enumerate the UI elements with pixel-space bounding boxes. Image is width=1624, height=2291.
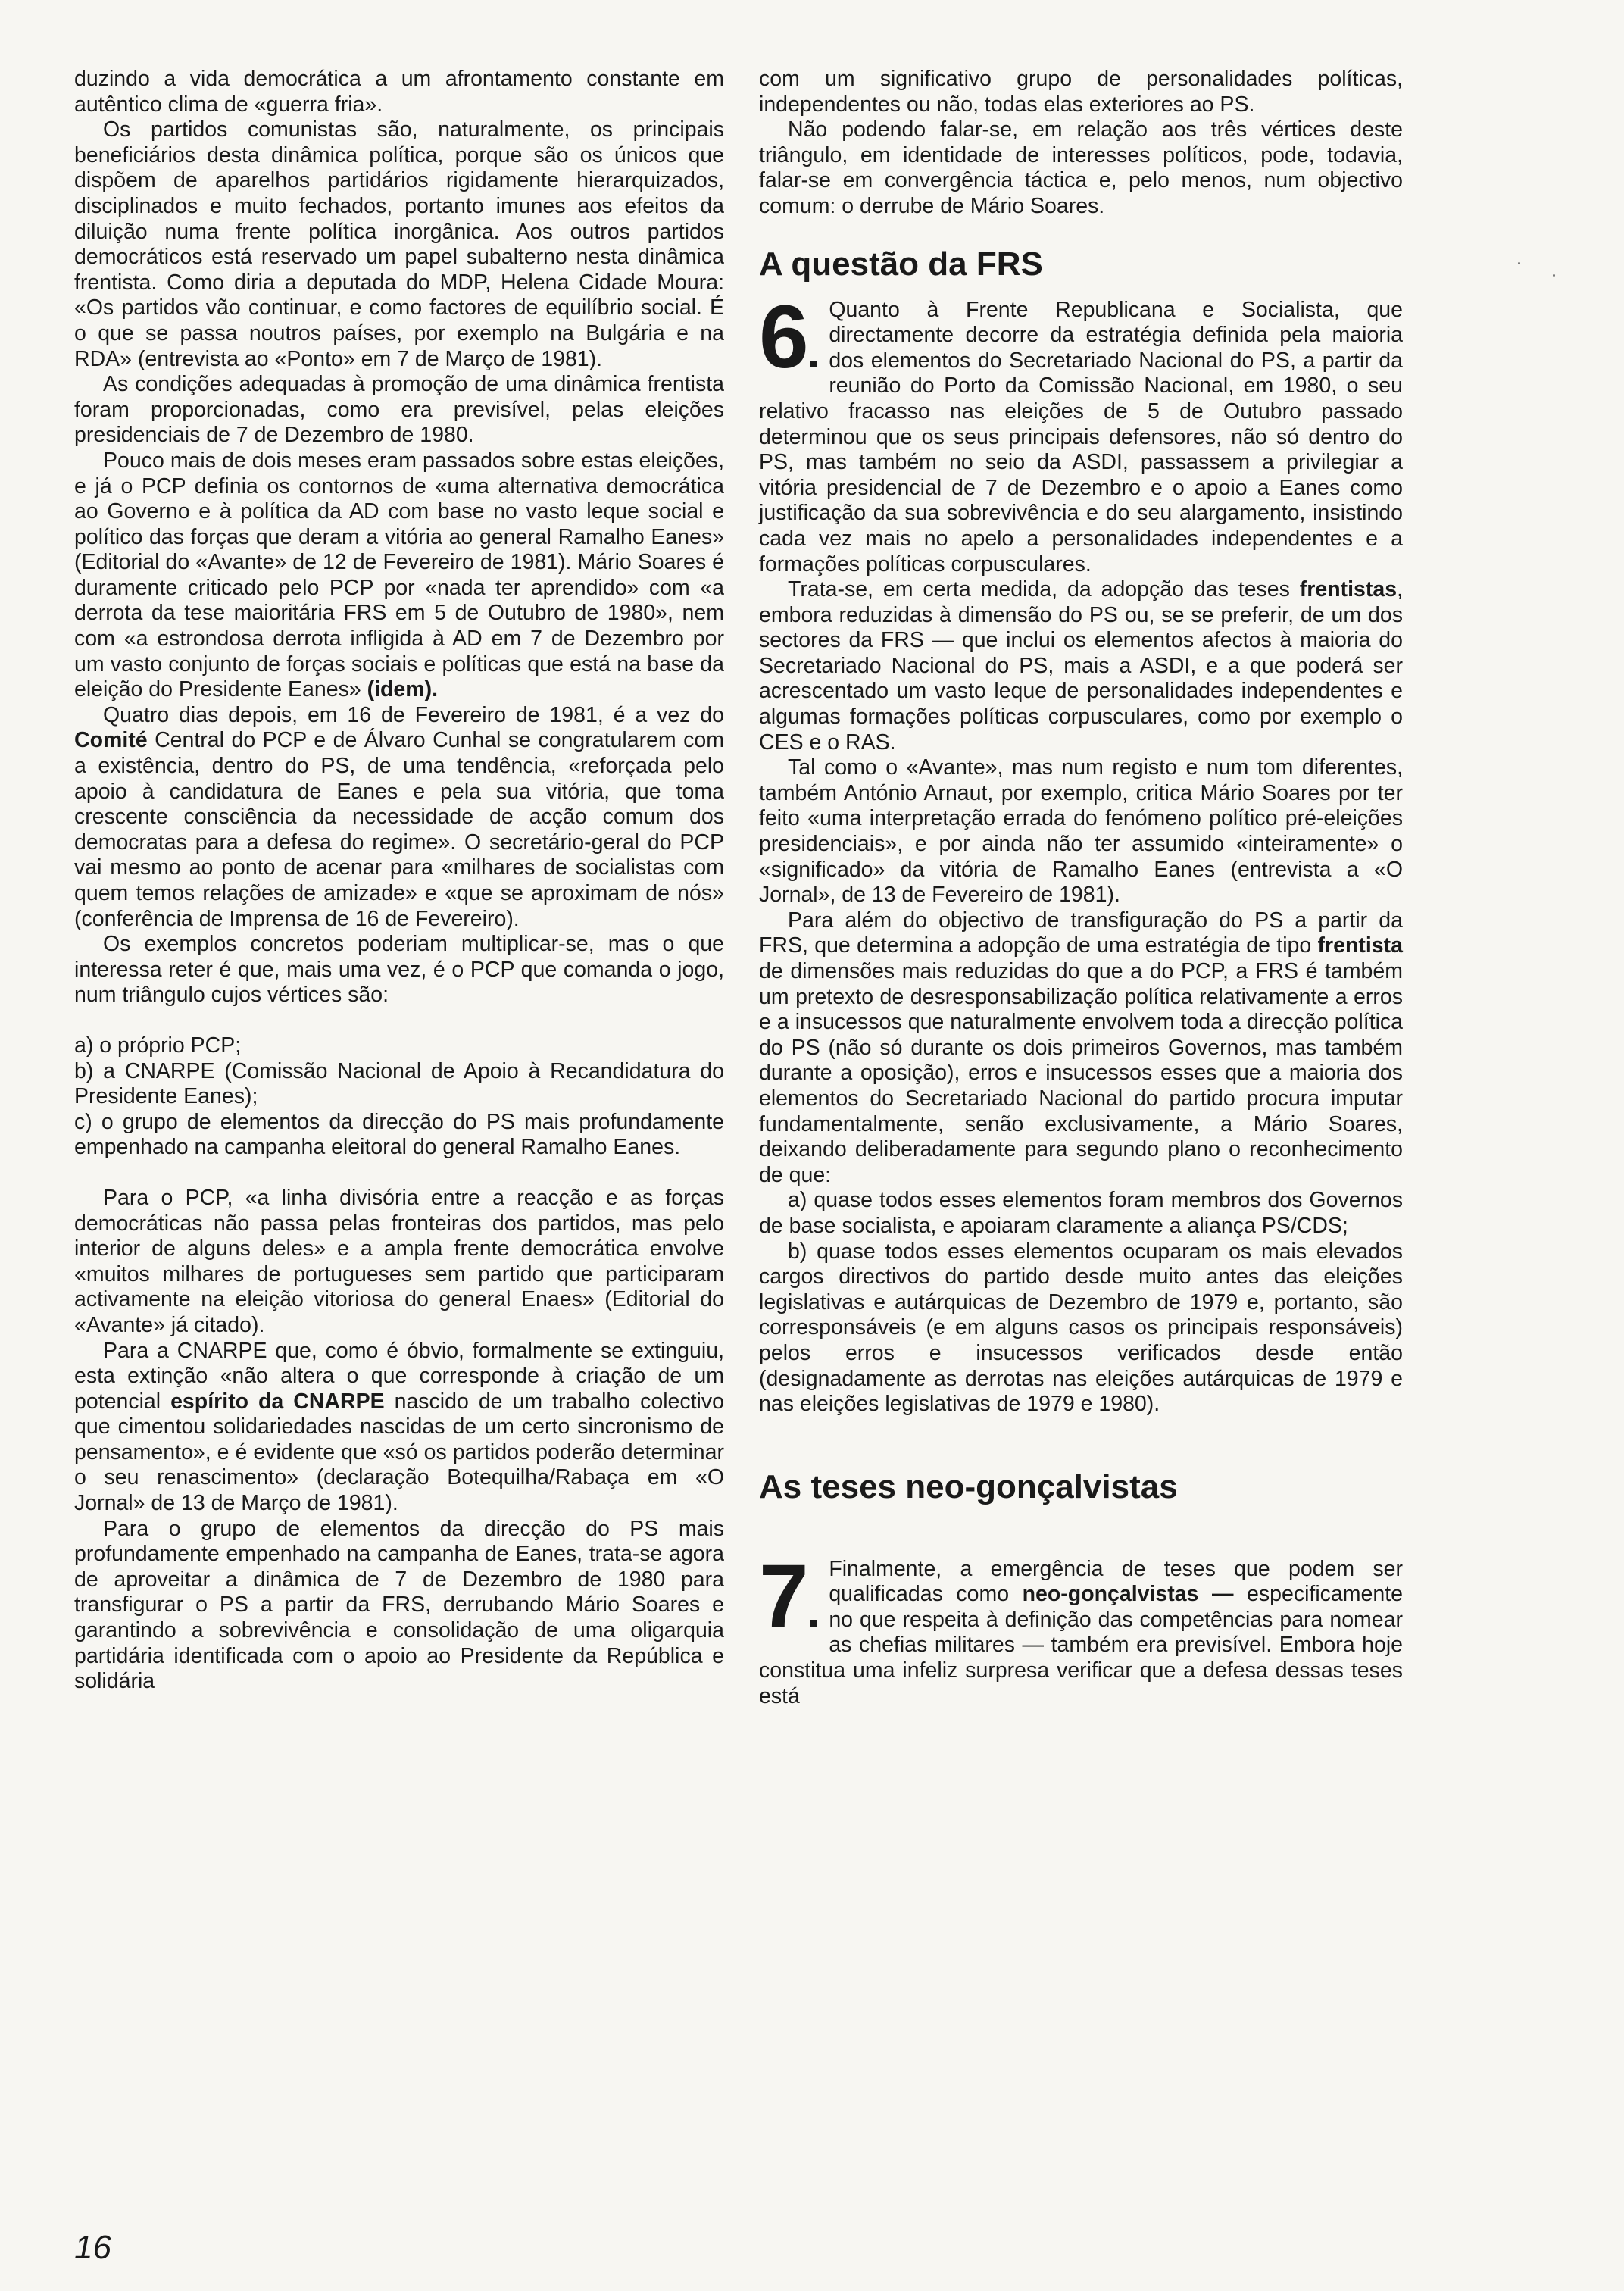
bold-text: frentistas [1299, 577, 1398, 602]
bold-text: frentista [1317, 933, 1403, 958]
paragraph: Tal como o «Avante», mas num registo e num tom diferentes, também António Arnaut, por exemplo, critica Mário Soares por ter feito «uma interpretação errada do fenómeno político pré-eleições presidenciais», e por ainda não ter assumido «inteiramente» o «significado» da vitória de Ramalho Eanes (entrevista a «O Jornal», de 13 de Fevereiro de 1981). [759, 755, 1403, 908]
text-run: Para a CNARPE que, como é óbvio, formalmente se extinguiu, esta extinção «não altera o que corresponde à criação de um potencial [74, 1338, 724, 1414]
list-item: a) quase todos esses elementos foram membros dos Governos de base socialista, e apoiaram claramente a aliança PS/CDS; [759, 1188, 1403, 1238]
list-item: c) o grupo de elementos da direcção do PS mais profundamente empenhado na campanha eleitoral do general Ramalho Eanes. [74, 1109, 724, 1160]
paragraph [74, 449, 724, 703]
list-item: b) quase todos esses elementos ocuparam os mais elevados cargos directivos do partido desde muito antes das eleições legislativas e autárquicas de Dezembro de 1979 e, portanto, são corresponsáveis (e em alguns casos os principais responsáveis) pelos erros e insucessos verificados desde então (designadamente as derrotas nas eleições autárquicas de 1979 e nas eleições legislativas de 1979 e 1980). [759, 1239, 1403, 1417]
text-run: especificamente no que respeita à definição das competências para nomear as chefias militares — também era previsível. Embora hoje constitua uma infeliz surpresa verificar que a defesa dessas teses está [759, 1582, 1403, 1708]
section-number-digit: 7 [759, 1546, 807, 1646]
page-number: 16 [74, 2229, 111, 2266]
section-number-digit: 6 [759, 286, 807, 387]
bold-text: (idem). [367, 677, 439, 702]
bold-text: espírito da CNARPE [170, 1389, 385, 1414]
text-run: Finalmente, a emergência de teses que podem ser qualificadas como [829, 1556, 1403, 1607]
paragraph [759, 1546, 1403, 1710]
section-number [759, 1546, 819, 1649]
text-run: , embora reduzidas à dimensão do PS ou, se se preferir, de um dos sectores da FRS — que inclui os elementos afectos à maioria do Secretariado Nacional do PS, mais a ASDI, e a que poderá ser acrescentado um vasto leque de personalidades independentes e algumas formações políticas corpusculares, como por exemplo o CES e o RAS. [759, 577, 1403, 755]
text-run: Pouco mais de dois meses eram passados sobre estas eleições, e já o PCP definia os contornos de «uma alternativa democrática ao Governo e à política da AD com base no vasto leque social e político das forças que deram a vitória ao general Ramalho Eanes» (Editorial do «Avante» de 12 de Fevereiro de 1981). Mário Soares é duramente criticado pelo PCP por «nada ter aprendido» com «a derrota da tese maioritária FRS em 5 de Outubro de 1980», nem com «a estrondosa derrota infligida à AD em 7 de Dezembro por um vasto conjunto de forças sociais e políticas que está na base da eleição do Presidente Eanes» [74, 448, 724, 702]
paragraph: Os partidos comunistas são, naturalmente, os principais beneficiários desta dinâmica política, porque são os únicos que dispõem de aparelhos partidários rigidamente hierarquizados, disciplinados e muito fechados, portanto imunes aos efeitos da diluição numa frente política inorgânica. Aos outros partidos democráticos está reservado um papel subalterno nesta dinâmica frentista. Como diria a deputada do MDP, Helena Cidade Moura: «Os partidos vão continuar, e como factores de equilíbrio social. É o que se passa noutros países, por exemplo na Bulgária e na RDA» (entrevista ao «Ponto» em 7 de Março de 1981). [74, 117, 724, 371]
paragraph: Para o grupo de elementos da direcção do PS mais profundamente empenhado na campanha de Eanes, trata-se agora de aproveitar a dinâmica de 7 de Dezembro de 1980 para transfigurar o PS a partir da FRS, derrubando Mário Soares e garantindo a sobrevivência e consolidação de uma oligarquia partidária identificada com o apoio ao Presidente da República e solidária [74, 1516, 724, 1694]
paragraph: As condições adequadas à promoção de uma dinâmica frentista foram proporcionadas, como era previsível, pelas eleições presidenciais de 7 de Dezembro de 1980. [74, 372, 724, 448]
paragraph: Os exemplos concretos poderiam multiplicar-se, mas o que interessa reter é que, mais uma vez, é o PCP que comanda o jogo, num triângulo cujos vértices são: [74, 932, 724, 1008]
section-number-dot: . [807, 1585, 819, 1636]
print-speck [1553, 274, 1555, 277]
list-item: a) o próprio PCP; [74, 1033, 242, 1058]
print-speck [1518, 262, 1520, 264]
list-item: b) a CNARPE (Comissão Nacional de Apoio à Recandidatura do Presidente Eanes); [74, 1058, 724, 1109]
section-heading: A questão da FRS [759, 245, 1043, 283]
text-run: Para além do objectivo de transfiguração do PS a partir da FRS, que determina a adopção de uma estratégia de tipo [759, 908, 1403, 958]
paragraph [74, 703, 724, 932]
bold-text: Comité [74, 728, 148, 753]
text-run: Central do PCP e de Álvaro Cunhal se congratularem com a existência, dentro do PS, de uma tendência, «reforçada pelo apoio à candidatura de Eanes e pela sua vitória, que toma crescente consciência da necessidade de acção comum dos democratas para a defesa do regime». O secretário-geral do PCP vai mesmo ao ponto de acenar para «milhares de socialistas com quem temos relações de amizade» e «que se aproximam de nós» (conferência de Imprensa de 16 de Fevereiro). [74, 728, 724, 931]
paragraph: Não podendo falar-se, em relação aos três vértices deste triângulo, em identidade de interesses políticos, pode, todavia, falar-se em convergência táctica e, pelo menos, num objectivo comum: o derrube de Mário Soares. [759, 117, 1403, 218]
section-number-dot: . [807, 326, 819, 377]
text-run: Quanto à Frente Republicana e Socialista, que directamente decorre da estratégia definida pela maioria dos elementos do Secretariado Nacional do PS, a partir da reunião do Porto da Comissão Nacional, em 1980, o seu relativo fracasso nas eleições de 5 de Outubro passado determinou que os seus principais defensores, não só dentro do PS, mas também no seio da ASDI, passassem a privilegiar a vitória presidencial de 7 de Dezembro e o apoio a Eanes como justificação da sua sobrevivência e do seu alargamento, insistindo cada vez mais no apelo a personalidades independentes e a formações políticas corpusculares. [759, 297, 1403, 577]
text-run: Trata-se, em certa medida, da adopção das teses [788, 577, 1300, 602]
paragraph: duzindo a vida democrática a um afrontamento constante em autêntico clima de «guerra fria». [74, 67, 724, 117]
bold-text: neo-gonçalvistas — [1022, 1582, 1234, 1607]
left-column [74, 67, 724, 1695]
right-column [759, 67, 1403, 1709]
paragraph [74, 1339, 724, 1517]
section-heading: As teses neo-gonçalvistas [759, 1467, 1178, 1505]
section-number [759, 286, 819, 390]
text-run: Quatro dias depois, em 16 de Fevereiro de 1981, é a vez do [103, 702, 724, 727]
paragraph: com um significativo grupo de personalidades políticas, independentes ou não, todas elas exteriores ao PS. [759, 67, 1403, 117]
paragraph [759, 286, 1403, 578]
paragraph: Para o PCP, «a linha divisória entre a reacção e as forças democráticas não passa pelas fronteiras dos partidos, mas pelo interior de alguns deles» e a ampla frente democrática envolve «muitos milhares de portugueses sem partido que participaram activamente na eleição vitoriosa do general Enaes» (Editorial do «Avante» já citado). [74, 1185, 724, 1337]
text-run: nascido de um trabalho colectivo que cimentou solidariedades nascidas de um certo sincronismo de pensamento», e é evidente que «só os partidos poderão determinar o seu renascimento» (declaração Botequilha/Rabaça em «O Jornal» de 13 de Março de 1981). [74, 1389, 724, 1516]
paragraph [759, 908, 1403, 1189]
paragraph [759, 577, 1403, 755]
text-run: de dimensões mais reduzidas do que a do PCP, a FRS é também um pretexto de desresponsabilização política relativamente a erros e a insucessos que naturalmente envolvem toda a direcção política do PS (não só durante os dois primeiros Governos, mas também durante a oposição), erros e insucessos esses que a maioria dos elementos do Secretariado Nacional do partido procura imputar fundamentalmente, senão exclusivamente, a Mário Soares, deixando deliberadamente para segundo plano o reconhecimento de que: [759, 959, 1403, 1187]
